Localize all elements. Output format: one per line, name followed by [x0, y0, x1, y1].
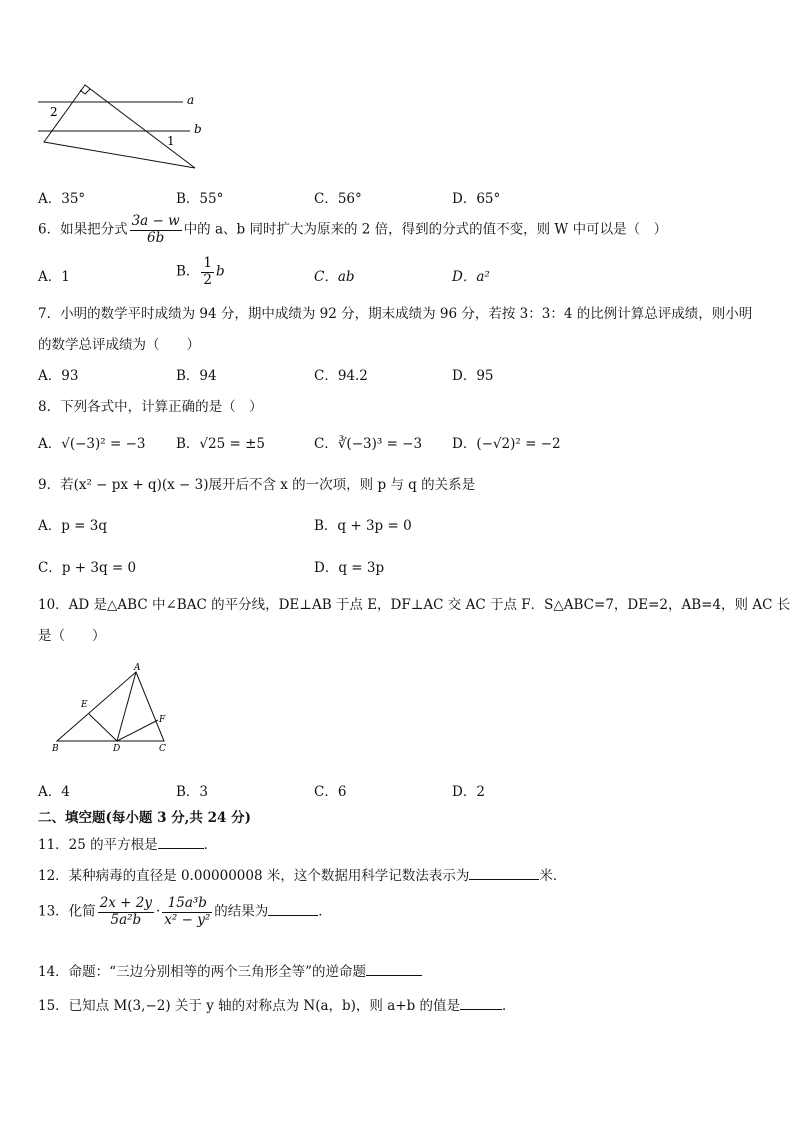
label-F: F	[159, 715, 166, 725]
q8-option-b: B．√25 = ±5	[176, 436, 265, 452]
q6-option-a: A．1	[38, 269, 70, 285]
q9-option-a: A．p = 3q	[38, 518, 108, 534]
q5-option-c: C．56°	[314, 191, 362, 207]
label-a: a	[187, 93, 195, 107]
q8-stem: 8．下列各式中，计算正确的是（ ）	[38, 399, 263, 415]
q10-line1: 10．AD 是△ABC 中∠BAC 的平分线，DE⊥AB 于点 E，DF⊥AC 交 AC 于点 F．S△ABC=7，DE=2，AB=4，则 AC 长	[38, 597, 791, 613]
q6-suffix: 中的 a、b 同时扩大为原来的 2 倍，得到的分式的值不变，则 W 中可以是（ ）	[183, 221, 668, 238]
q10-option-c: C．6	[314, 784, 347, 800]
q8-option-d: D．(−√2)² = −2	[452, 436, 561, 452]
q5-option-d: D．65°	[452, 191, 501, 207]
label-E: E	[81, 700, 88, 710]
question-13: 13．化简 $\frac{2x + 2y}{\text{5a²b}}$ · $\frac{\text{15a³b}}{\text{x² − y²}}$ 的结果为 ．	[38, 895, 332, 928]
q10-option-b: B．3	[176, 784, 209, 800]
q9-option-b: B．q + 3p = 0	[314, 518, 412, 534]
q9-option-c: C．p + 3q = 0	[38, 560, 137, 576]
q10-option-d: D．2	[452, 784, 485, 800]
q10-line2: 是（ ）	[38, 628, 106, 644]
label-D: D	[113, 744, 121, 754]
section-2-heading: 二、填空题(每小题 3 分,共 24 分)	[38, 810, 251, 826]
q7-option-a: A．93	[38, 368, 79, 384]
label-C: C	[159, 744, 166, 754]
q7-option-b: B．94	[176, 368, 217, 384]
label-2: 2	[50, 105, 58, 119]
q8-option-a: A．√(−3)² = −3	[38, 436, 146, 452]
q9-option-d: D．q = 3p	[314, 560, 385, 576]
question-11: 11．25 的平方根是 ．	[38, 837, 218, 853]
q6-option-d: D．a²	[452, 269, 490, 285]
q10-option-a: A．4	[38, 784, 70, 800]
parallel-lines-figure	[30, 80, 230, 175]
question-14: 14．命题：“三边分别相等的两个三角形全等”的逆命题	[38, 960, 422, 980]
q6-prefix: 6．如果把分式	[38, 221, 128, 238]
label-b: b	[194, 122, 202, 136]
triangle-abc-figure	[50, 660, 180, 755]
question-12: 12．某种病毒的直径是 0.00000008 米，这个数据用科学记数法表示为 米．	[38, 868, 567, 884]
q9-stem: 9．若(x² − px + q)(x − 3)展开后不含 x 的一次项，则 p 与 q 的关系是	[38, 477, 476, 493]
q5-option-a: A．35°	[38, 191, 86, 207]
question-6	[38, 214, 667, 246]
q7-option-c: C．94.2	[314, 368, 368, 384]
q7-option-d: D．95	[452, 368, 494, 384]
question-15: 15．已知点 M(3,−2) 关于 y 轴的对称点为 N(a，b)，则 a+b 的值是 ．	[38, 998, 516, 1014]
label-1: 1	[167, 134, 175, 148]
q7-line2: 的数学总评成绩为（ ）	[38, 337, 200, 353]
label-B: B	[52, 744, 59, 754]
q7-line1: 7．小明的数学平时成绩为 94 分，期中成绩为 92 分，期末成绩为 96 分，若按 3：3：4 的比例计算总评成绩，则小明	[38, 306, 753, 322]
label-A: A	[134, 663, 141, 673]
q6-option-b: B． $\frac{1}{2}$ b	[176, 255, 225, 288]
q5-option-b: B．55°	[176, 191, 224, 207]
q8-option-c: C．∛(−3)³ = −3	[314, 436, 423, 452]
q6-option-c: C．ab	[314, 269, 355, 285]
q6-fraction: $\frac{3a - w}{6b}$	[131, 213, 180, 246]
